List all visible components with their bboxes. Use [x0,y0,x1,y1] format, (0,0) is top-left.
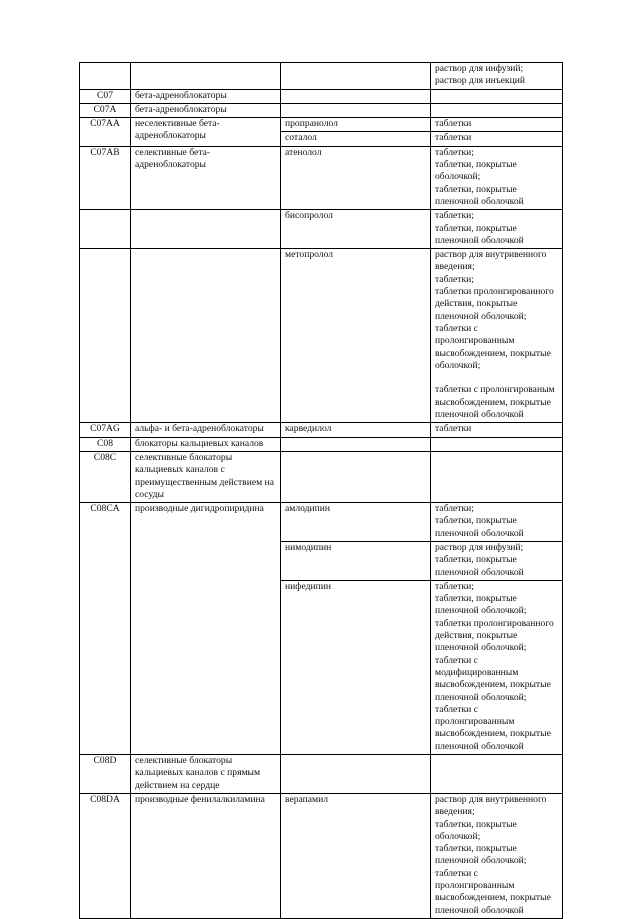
group-cell: селективные блокаторы кальциевых каналов с прямым действием на сердце [131,755,281,794]
table-row [80,210,563,249]
form-line: раствор для внутривенного введения; [435,793,547,818]
drug-cell: нимодипин [281,541,431,580]
group-cell [131,63,281,90]
group-cell: блокаторы кальциевых каналов [131,437,281,451]
forms-cell [431,103,563,117]
form-line: таблетки; [435,146,474,158]
forms-cell [431,437,563,451]
table-row [80,146,563,209]
drug-cell: нифедипин [281,580,431,754]
atc-code-cell: C07AB [80,146,131,209]
form-line: таблетки, покрытые пленочной оболочкой [435,183,524,207]
atc-code-cell: C08D [80,755,131,794]
atc-code-cell: C08 [80,437,131,451]
form-line: раствор для инъекций [435,75,525,87]
table-row [80,451,563,502]
forms-cell [431,210,563,249]
table-row [80,103,563,117]
group-cell: бета-адреноблокаторы [131,103,281,117]
atc-code-cell: C08CA [80,503,131,755]
drug-cell [281,89,431,103]
form-line: таблетки, покрытые пленочной оболочкой; таблетки пролонгированного действия, покрытые пленочной оболочкой; [435,593,554,654]
atc-code-cell: C07AG [80,423,131,437]
form-line: раствор для внутривенного введения; [435,249,547,273]
drug-cell: карведилол [281,423,431,437]
form-line: таблетки; [435,210,474,222]
atc-code-cell: C08C [80,451,131,502]
drug-cell: амлодипин [281,503,431,542]
form-line: таблетки [435,118,472,130]
group-cell: производные дигидропиридина [131,503,281,755]
drug-cell [281,103,431,117]
form-line: раствор для инфузий; [435,63,524,74]
table-row [80,437,563,451]
drug-table [79,62,563,919]
group-cell [131,249,281,423]
form-line: таблетки, покрытые пленочной оболочкой [435,554,524,578]
form-line: таблетки с пролонгированным высвобождением, покрытые пленочной оболочкой [435,867,551,916]
forms-cell [431,118,563,132]
drug-cell [281,755,431,794]
drug-cell: метопролол [281,249,431,423]
form-line: таблетки с модифицированным высвобождением, покрытые пленочной оболочкой; [435,654,551,703]
form-line: таблетки, покрытые пленочной оболочкой [435,515,524,539]
forms-cell [431,423,563,437]
atc-code-cell: C08DA [80,793,131,918]
group-cell: селективные бета-адреноблокаторы [131,146,281,209]
forms-cell [431,451,563,502]
table-row [80,89,563,103]
form-line: таблетки с пролонгированым высвобождением, покрытые пленочной оболочкой [435,384,555,421]
group-cell [131,210,281,249]
forms-cell [431,580,563,754]
form-line: таблетки, покрытые оболочкой; [435,818,517,842]
drug-cell: соталол [281,132,431,146]
table-row [80,755,563,794]
drug-cell [281,437,431,451]
form-line: таблетки с пролонгированным высвобождением, покрытые пленочной оболочкой [435,703,551,752]
atc-code-cell: C07A [80,103,131,117]
table-row [80,793,563,918]
table-row [80,423,563,437]
form-line: таблетки; [435,503,474,515]
form-line: таблетки [435,423,472,435]
group-cell: производные фенилалкиламина [131,793,281,918]
form-line: таблетки [435,132,472,144]
forms-cell [431,793,563,918]
drug-cell [281,451,431,502]
table-row [80,63,563,90]
group-cell: альфа- и бета-адреноблокаторы [131,423,281,437]
form-line: таблетки, покрытые пленочной оболочкой [435,222,524,246]
forms-cell [431,541,563,580]
atc-code-cell [80,249,131,423]
forms-cell [431,132,563,146]
forms-cell [431,146,563,209]
form-line: таблетки, покрытые пленочной оболочкой; [435,843,527,867]
drug-cell: верапамил [281,793,431,918]
form-line: таблетки пролонгированного действия, покрытые пленочной оболочкой; [435,286,554,322]
atc-code-cell: C07AA [80,118,131,147]
drug-cell: бисопролол [281,210,431,249]
table-row [80,249,563,423]
table-row [80,118,563,132]
form-line: таблетки, покрытые оболочкой; [435,159,517,183]
drug-cell [281,63,431,90]
drug-cell: пропранолол [281,118,431,132]
table-row [80,503,563,542]
form-line: таблетки; [435,273,474,285]
forms-cell [431,503,563,542]
atc-code-cell [80,210,131,249]
form-spacer [435,372,558,384]
group-cell: селективные блокаторы кальциевых каналов с преимущественным действием на сосуды [131,451,281,502]
forms-cell [431,755,563,794]
forms-cell [431,249,563,423]
form-line: таблетки с пролонгированным высвобождением, покрытые оболочкой; [435,322,551,371]
form-line: таблетки; [435,580,474,592]
forms-cell [431,63,563,90]
atc-code-cell: C07 [80,89,131,103]
group-cell: неселективные бета-адреноблокаторы [131,118,281,147]
atc-code-cell [80,63,131,90]
form-line: раствор для инфузий; [435,541,524,553]
group-cell: бета-адреноблокаторы [131,89,281,103]
forms-cell [431,89,563,103]
drug-cell: атенолол [281,146,431,209]
